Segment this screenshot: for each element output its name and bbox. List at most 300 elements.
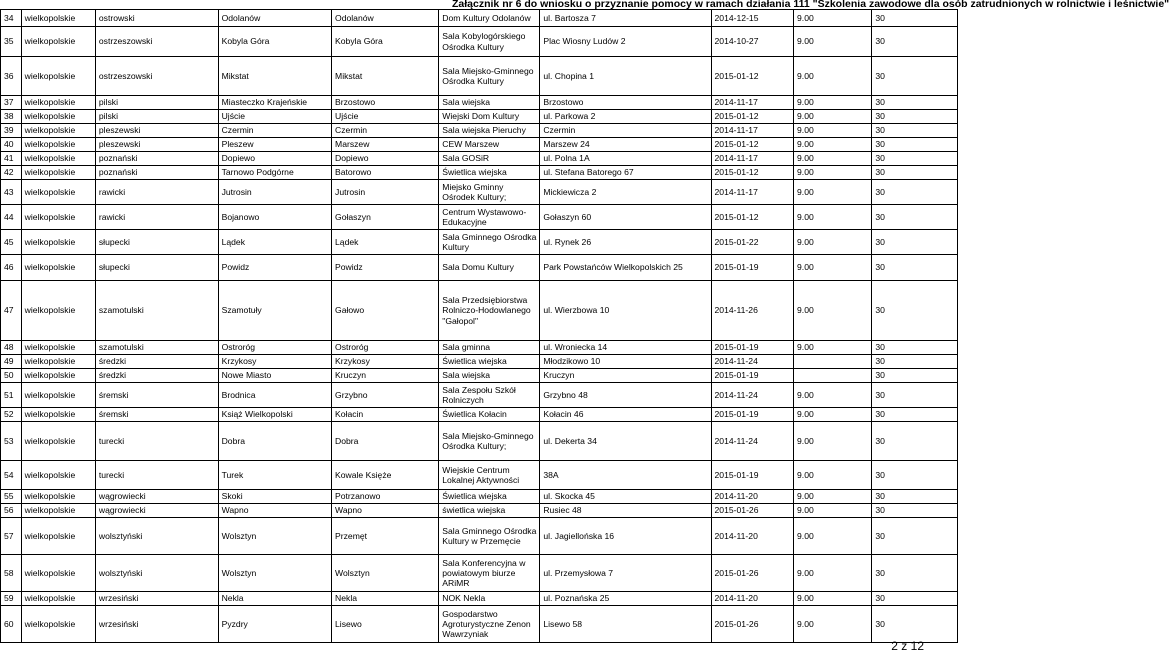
voivodeship-cell: wielkopolskie xyxy=(21,138,95,152)
commune-cell: Nekla xyxy=(218,592,331,606)
date-cell: 2015-01-19 xyxy=(711,461,794,490)
voivodeship-cell: wielkopolskie xyxy=(21,592,95,606)
venue-name-cell: Miejsko Gminny Ośrodek Kultury; xyxy=(439,180,540,205)
county-cell: śremski xyxy=(95,408,218,422)
time-cell xyxy=(794,355,872,369)
county-cell: pleszewski xyxy=(95,124,218,138)
date-cell: 2015-01-12 xyxy=(711,110,794,124)
date-cell: 2014-11-20 xyxy=(711,490,794,504)
commune-cell: Krzykosy xyxy=(218,355,331,369)
time-cell: 9.00 xyxy=(794,205,872,230)
date-cell: 2014-11-24 xyxy=(711,383,794,408)
commune-cell: Odolanów xyxy=(218,10,331,27)
locality-cell: Lądek xyxy=(332,230,439,255)
commune-cell: Kobyla Góra xyxy=(218,27,331,57)
address-cell: ul. Poznańska 25 xyxy=(540,592,711,606)
voivodeship-cell: wielkopolskie xyxy=(21,166,95,180)
date-cell: 2014-11-17 xyxy=(711,124,794,138)
time-cell: 9.00 xyxy=(794,383,872,408)
table-row xyxy=(1,490,958,504)
venue-name-cell: Sala wiejska xyxy=(439,369,540,383)
row-number-cell: 42 xyxy=(1,166,22,180)
row-number-cell: 37 xyxy=(1,96,22,110)
participants-cell: 30 xyxy=(872,504,958,518)
row-number-cell: 55 xyxy=(1,490,22,504)
commune-cell: Wolsztyn xyxy=(218,555,331,592)
row-number-cell: 44 xyxy=(1,205,22,230)
commune-cell: Jutrosin xyxy=(218,180,331,205)
row-number-cell: 46 xyxy=(1,255,22,281)
venue-name-cell: świetlica wiejska xyxy=(439,504,540,518)
commune-cell: Pleszew xyxy=(218,138,331,152)
county-cell: rawicki xyxy=(95,180,218,205)
date-cell: 2015-01-26 xyxy=(711,606,794,643)
voivodeship-cell: wielkopolskie xyxy=(21,10,95,27)
county-cell: wrzesiński xyxy=(95,592,218,606)
locality-cell: Potrzanowo xyxy=(332,490,439,504)
row-number-cell: 48 xyxy=(1,341,22,355)
venue-name-cell: Sala gminna xyxy=(439,341,540,355)
commune-cell: Tarnowo Podgórne xyxy=(218,166,331,180)
table-row xyxy=(1,369,958,383)
participants-cell: 30 xyxy=(872,355,958,369)
locality-cell: Grzybno xyxy=(332,383,439,408)
time-cell: 9.00 xyxy=(794,422,872,461)
address-cell: ul. Bartosza 7 xyxy=(540,10,711,27)
county-cell: średzki xyxy=(95,355,218,369)
locality-cell: Kruczyn xyxy=(332,369,439,383)
county-cell: ostrzeszowski xyxy=(95,57,218,96)
voivodeship-cell: wielkopolskie xyxy=(21,110,95,124)
address-cell: ul. Polna 1A xyxy=(540,152,711,166)
table-row xyxy=(1,230,958,255)
date-cell: 2015-01-22 xyxy=(711,230,794,255)
locality-cell: Kobyla Góra xyxy=(332,27,439,57)
commune-cell: Skoki xyxy=(218,490,331,504)
address-cell: Plac Wiosny Ludów 2 xyxy=(540,27,711,57)
county-cell: wolsztyński xyxy=(95,555,218,592)
address-cell: Brzostowo xyxy=(540,96,711,110)
commune-cell: Ostroróg xyxy=(218,341,331,355)
county-cell: słupecki xyxy=(95,230,218,255)
table-row xyxy=(1,555,958,592)
address-cell: Park Powstańców Wielkopolskich 25 xyxy=(540,255,711,281)
time-cell: 9.00 xyxy=(794,281,872,341)
voivodeship-cell: wielkopolskie xyxy=(21,341,95,355)
county-cell: słupecki xyxy=(95,255,218,281)
voivodeship-cell: wielkopolskie xyxy=(21,422,95,461)
time-cell: 9.00 xyxy=(794,341,872,355)
row-number-cell: 53 xyxy=(1,422,22,461)
commune-cell: Wolsztyn xyxy=(218,518,331,555)
date-cell: 2015-01-19 xyxy=(711,255,794,281)
locality-cell: Wolsztyn xyxy=(332,555,439,592)
venue-name-cell: Sala Kobylogórskiego Ośrodka Kultury xyxy=(439,27,540,57)
participants-cell: 30 xyxy=(872,124,958,138)
voivodeship-cell: wielkopolskie xyxy=(21,383,95,408)
table-row xyxy=(1,606,958,643)
table-row xyxy=(1,383,958,408)
commune-cell: Książ Wielkopolski xyxy=(218,408,331,422)
time-cell: 9.00 xyxy=(794,124,872,138)
address-cell: Czermin xyxy=(540,124,711,138)
address-cell: Kruczyn xyxy=(540,369,711,383)
time-cell: 9.00 xyxy=(794,504,872,518)
venue-name-cell: Świetlica wiejska xyxy=(439,166,540,180)
county-cell: szamotulski xyxy=(95,341,218,355)
table-row xyxy=(1,27,958,57)
voivodeship-cell: wielkopolskie xyxy=(21,606,95,643)
county-cell: turecki xyxy=(95,422,218,461)
row-number-cell: 51 xyxy=(1,383,22,408)
venue-name-cell: Sala wiejska Pieruchy xyxy=(439,124,540,138)
venue-name-cell: CEW Marszew xyxy=(439,138,540,152)
address-cell: Mickiewicza 2 xyxy=(540,180,711,205)
date-cell: 2014-11-17 xyxy=(711,96,794,110)
table-row xyxy=(1,281,958,341)
address-cell: Rusiec 48 xyxy=(540,504,711,518)
date-cell: 2014-10-27 xyxy=(711,27,794,57)
venue-name-cell: Sala GOSiR xyxy=(439,152,540,166)
locality-cell: Kołacin xyxy=(332,408,439,422)
table-row xyxy=(1,166,958,180)
locality-cell: Krzykosy xyxy=(332,355,439,369)
voivodeship-cell: wielkopolskie xyxy=(21,355,95,369)
participants-cell: 30 xyxy=(872,422,958,461)
time-cell: 9.00 xyxy=(794,255,872,281)
table-row xyxy=(1,422,958,461)
participants-cell: 30 xyxy=(872,10,958,27)
address-cell: Młodzikowo 10 xyxy=(540,355,711,369)
row-number-cell: 39 xyxy=(1,124,22,138)
date-cell: 2015-01-12 xyxy=(711,138,794,152)
address-cell: Kołacin 46 xyxy=(540,408,711,422)
commune-cell: Turek xyxy=(218,461,331,490)
commune-cell: Ujście xyxy=(218,110,331,124)
date-cell: 2014-12-15 xyxy=(711,10,794,27)
participants-cell: 30 xyxy=(872,461,958,490)
voivodeship-cell: wielkopolskie xyxy=(21,180,95,205)
locality-cell: Ujście xyxy=(332,110,439,124)
venue-name-cell: Sala Miejsko-Gminnego Ośrodka Kultury xyxy=(439,57,540,96)
participants-cell: 30 xyxy=(872,592,958,606)
participants-cell: 30 xyxy=(872,27,958,57)
voivodeship-cell: wielkopolskie xyxy=(21,490,95,504)
table-row xyxy=(1,180,958,205)
voivodeship-cell: wielkopolskie xyxy=(21,369,95,383)
county-cell: ostrzeszowski xyxy=(95,27,218,57)
table-body xyxy=(1,10,958,643)
locality-cell: Gałowo xyxy=(332,281,439,341)
time-cell: 9.00 xyxy=(794,166,872,180)
county-cell: wągrowiecki xyxy=(95,504,218,518)
venue-name-cell: Sala wiejska xyxy=(439,96,540,110)
row-number-cell: 43 xyxy=(1,180,22,205)
county-cell: rawicki xyxy=(95,205,218,230)
locality-cell: Lisewo xyxy=(332,606,439,643)
locality-cell: Dobra xyxy=(332,422,439,461)
locality-cell: Dopiewo xyxy=(332,152,439,166)
date-cell: 2014-11-26 xyxy=(711,281,794,341)
county-cell: średzki xyxy=(95,369,218,383)
county-cell: pilski xyxy=(95,110,218,124)
participants-cell: 30 xyxy=(872,152,958,166)
date-cell: 2015-01-12 xyxy=(711,57,794,96)
time-cell xyxy=(794,369,872,383)
locality-cell: Nekla xyxy=(332,592,439,606)
time-cell: 9.00 xyxy=(794,138,872,152)
participants-cell: 30 xyxy=(872,96,958,110)
address-cell: Grzybno 48 xyxy=(540,383,711,408)
county-cell: wrzesiński xyxy=(95,606,218,643)
address-cell: Marszew 24 xyxy=(540,138,711,152)
voivodeship-cell: wielkopolskie xyxy=(21,57,95,96)
row-number-cell: 52 xyxy=(1,408,22,422)
address-cell: ul. Chopina 1 xyxy=(540,57,711,96)
participants-cell: 30 xyxy=(872,341,958,355)
row-number-cell: 36 xyxy=(1,57,22,96)
table-row xyxy=(1,592,958,606)
table-row xyxy=(1,504,958,518)
participants-cell: 30 xyxy=(872,180,958,205)
venue-name-cell: Sala Miejsko-Gminnego Ośrodka Kultury; xyxy=(439,422,540,461)
voivodeship-cell: wielkopolskie xyxy=(21,96,95,110)
time-cell: 9.00 xyxy=(794,461,872,490)
time-cell: 9.00 xyxy=(794,57,872,96)
date-cell: 2015-01-19 xyxy=(711,408,794,422)
locality-cell: Odolanów xyxy=(332,10,439,27)
venue-name-cell: Sala Gminnego Ośrodka Kultury w Przemęcie xyxy=(439,518,540,555)
voivodeship-cell: wielkopolskie xyxy=(21,27,95,57)
county-cell: pilski xyxy=(95,96,218,110)
venue-name-cell: Wiejski Dom Kultury xyxy=(439,110,540,124)
county-cell: poznański xyxy=(95,166,218,180)
row-number-cell: 59 xyxy=(1,592,22,606)
venue-name-cell: Sala Domu Kultury xyxy=(439,255,540,281)
voivodeship-cell: wielkopolskie xyxy=(21,408,95,422)
document-header: Załącznik nr 6 do wniosku o przyznanie pomocy w ramach działania 111 "Szkolenia zawodowe dla osób zatrudnionych w rolnictwie i leśnictwie" xyxy=(452,0,1169,10)
row-number-cell: 49 xyxy=(1,355,22,369)
participants-cell: 30 xyxy=(872,281,958,341)
participants-cell: 30 xyxy=(872,555,958,592)
county-cell: ostrowski xyxy=(95,10,218,27)
table-row xyxy=(1,461,958,490)
venue-name-cell: Sala Gminnego Ośrodka Kultury xyxy=(439,230,540,255)
venue-name-cell: Centrum Wystawowo-Edukacyjne xyxy=(439,205,540,230)
venue-name-cell: Świetlica wiejska xyxy=(439,355,540,369)
table-row xyxy=(1,57,958,96)
row-number-cell: 38 xyxy=(1,110,22,124)
commune-cell: Szamotuły xyxy=(218,281,331,341)
participants-cell: 30 xyxy=(872,166,958,180)
locality-cell: Powidz xyxy=(332,255,439,281)
row-number-cell: 41 xyxy=(1,152,22,166)
voivodeship-cell: wielkopolskie xyxy=(21,152,95,166)
address-cell: ul. Przemysłowa 7 xyxy=(540,555,711,592)
date-cell: 2015-01-19 xyxy=(711,341,794,355)
date-cell: 2014-11-20 xyxy=(711,518,794,555)
address-cell: ul. Wierzbowa 10 xyxy=(540,281,711,341)
county-cell: wągrowiecki xyxy=(95,490,218,504)
participants-cell: 30 xyxy=(872,490,958,504)
county-cell: turecki xyxy=(95,461,218,490)
date-cell: 2015-01-12 xyxy=(711,166,794,180)
commune-cell: Nowe Miasto xyxy=(218,369,331,383)
row-number-cell: 47 xyxy=(1,281,22,341)
row-number-cell: 58 xyxy=(1,555,22,592)
venue-name-cell: Gospodarstwo Agroturystyczne Zenon Wawrzyniak xyxy=(439,606,540,643)
commune-cell: Dopiewo xyxy=(218,152,331,166)
date-cell: 2015-01-12 xyxy=(711,205,794,230)
table-row xyxy=(1,518,958,555)
participants-cell: 30 xyxy=(872,255,958,281)
row-number-cell: 45 xyxy=(1,230,22,255)
commune-cell: Mikstat xyxy=(218,57,331,96)
table-row xyxy=(1,355,958,369)
locality-cell: Brzostowo xyxy=(332,96,439,110)
time-cell: 9.00 xyxy=(794,180,872,205)
row-number-cell: 60 xyxy=(1,606,22,643)
participants-cell: 30 xyxy=(872,57,958,96)
time-cell: 9.00 xyxy=(794,592,872,606)
time-cell: 9.00 xyxy=(794,606,872,643)
table-row xyxy=(1,110,958,124)
participants-cell: 30 xyxy=(872,138,958,152)
participants-cell: 30 xyxy=(872,408,958,422)
commune-cell: Wapno xyxy=(218,504,331,518)
locality-cell: Kowale Księże xyxy=(332,461,439,490)
address-cell: ul. Stefana Batorego 67 xyxy=(540,166,711,180)
date-cell: 2014-11-24 xyxy=(711,422,794,461)
address-cell: ul. Parkowa 2 xyxy=(540,110,711,124)
venue-name-cell: NOK Nekla xyxy=(439,592,540,606)
address-cell: Gołaszyn 60 xyxy=(540,205,711,230)
voivodeship-cell: wielkopolskie xyxy=(21,461,95,490)
table-row xyxy=(1,341,958,355)
participants-cell: 30 xyxy=(872,110,958,124)
time-cell: 9.00 xyxy=(794,555,872,592)
locality-cell: Jutrosin xyxy=(332,180,439,205)
time-cell: 9.00 xyxy=(794,110,872,124)
table-row xyxy=(1,152,958,166)
time-cell: 9.00 xyxy=(794,10,872,27)
participants-cell: 30 xyxy=(872,518,958,555)
address-cell: 38A xyxy=(540,461,711,490)
time-cell: 9.00 xyxy=(794,490,872,504)
table-row xyxy=(1,96,958,110)
voivodeship-cell: wielkopolskie xyxy=(21,281,95,341)
time-cell: 9.00 xyxy=(794,518,872,555)
county-cell: wolsztyński xyxy=(95,518,218,555)
row-number-cell: 35 xyxy=(1,27,22,57)
participants-cell: 30 xyxy=(872,606,958,643)
table-row xyxy=(1,205,958,230)
locality-cell: Marszew xyxy=(332,138,439,152)
venue-name-cell: Wiejskie Centrum Lokalnej Aktywności xyxy=(439,461,540,490)
county-cell: pleszewski xyxy=(95,138,218,152)
voivodeship-cell: wielkopolskie xyxy=(21,230,95,255)
time-cell: 9.00 xyxy=(794,230,872,255)
participants-cell: 30 xyxy=(872,205,958,230)
county-cell: poznański xyxy=(95,152,218,166)
row-number-cell: 56 xyxy=(1,504,22,518)
commune-cell: Czermin xyxy=(218,124,331,138)
commune-cell: Miasteczko Krajeńskie xyxy=(218,96,331,110)
page-number: 2 z 12 xyxy=(891,639,924,653)
participants-cell: 30 xyxy=(872,230,958,255)
commune-cell: Lądek xyxy=(218,230,331,255)
county-cell: śremski xyxy=(95,383,218,408)
time-cell: 9.00 xyxy=(794,152,872,166)
voivodeship-cell: wielkopolskie xyxy=(21,504,95,518)
participants-cell: 30 xyxy=(872,383,958,408)
locality-cell: Batorowo xyxy=(332,166,439,180)
time-cell: 9.00 xyxy=(794,408,872,422)
venue-name-cell: Świetlica Kołacin xyxy=(439,408,540,422)
locality-cell: Wapno xyxy=(332,504,439,518)
locality-cell: Przemęt xyxy=(332,518,439,555)
date-cell: 2014-11-24 xyxy=(711,355,794,369)
address-cell: ul. Rynek 26 xyxy=(540,230,711,255)
row-number-cell: 57 xyxy=(1,518,22,555)
locality-cell: Gołaszyn xyxy=(332,205,439,230)
date-cell: 2015-01-26 xyxy=(711,555,794,592)
time-cell: 9.00 xyxy=(794,27,872,57)
venue-name-cell: Dom Kultury Odolanów xyxy=(439,10,540,27)
commune-cell: Pyzdry xyxy=(218,606,331,643)
commune-cell: Brodnica xyxy=(218,383,331,408)
row-number-cell: 50 xyxy=(1,369,22,383)
address-cell: ul. Jagiellońska 16 xyxy=(540,518,711,555)
address-cell: ul. Skocka 45 xyxy=(540,490,711,504)
county-cell: szamotulski xyxy=(95,281,218,341)
table-row xyxy=(1,408,958,422)
table-row xyxy=(1,10,958,27)
table-row xyxy=(1,124,958,138)
participants-cell: 30 xyxy=(872,369,958,383)
date-cell: 2015-01-19 xyxy=(711,369,794,383)
locality-cell: Czermin xyxy=(332,124,439,138)
address-cell: Lisewo 58 xyxy=(540,606,711,643)
venue-name-cell: Sala Przedsiębiorstwa Rolniczo-Hodowlanego "Gałopol" xyxy=(439,281,540,341)
training-venues-table xyxy=(0,9,958,643)
voivodeship-cell: wielkopolskie xyxy=(21,555,95,592)
voivodeship-cell: wielkopolskie xyxy=(21,518,95,555)
commune-cell: Powidz xyxy=(218,255,331,281)
time-cell: 9.00 xyxy=(794,96,872,110)
row-number-cell: 54 xyxy=(1,461,22,490)
date-cell: 2014-11-17 xyxy=(711,152,794,166)
row-number-cell: 34 xyxy=(1,10,22,27)
venue-name-cell: Sala Konferencyjna w powiatowym biurze ARiMR xyxy=(439,555,540,592)
address-cell: ul. Dekerta 34 xyxy=(540,422,711,461)
date-cell: 2014-11-17 xyxy=(711,180,794,205)
commune-cell: Dobra xyxy=(218,422,331,461)
voivodeship-cell: wielkopolskie xyxy=(21,205,95,230)
date-cell: 2015-01-26 xyxy=(711,504,794,518)
locality-cell: Mikstat xyxy=(332,57,439,96)
row-number-cell: 40 xyxy=(1,138,22,152)
address-cell: ul. Wroniecka 14 xyxy=(540,341,711,355)
locality-cell: Ostroróg xyxy=(332,341,439,355)
venue-name-cell: Sala Zespołu Szkół Rolniczych xyxy=(439,383,540,408)
commune-cell: Bojanowo xyxy=(218,205,331,230)
table-row xyxy=(1,138,958,152)
voivodeship-cell: wielkopolskie xyxy=(21,255,95,281)
voivodeship-cell: wielkopolskie xyxy=(21,124,95,138)
date-cell: 2014-11-20 xyxy=(711,592,794,606)
table-row xyxy=(1,255,958,281)
